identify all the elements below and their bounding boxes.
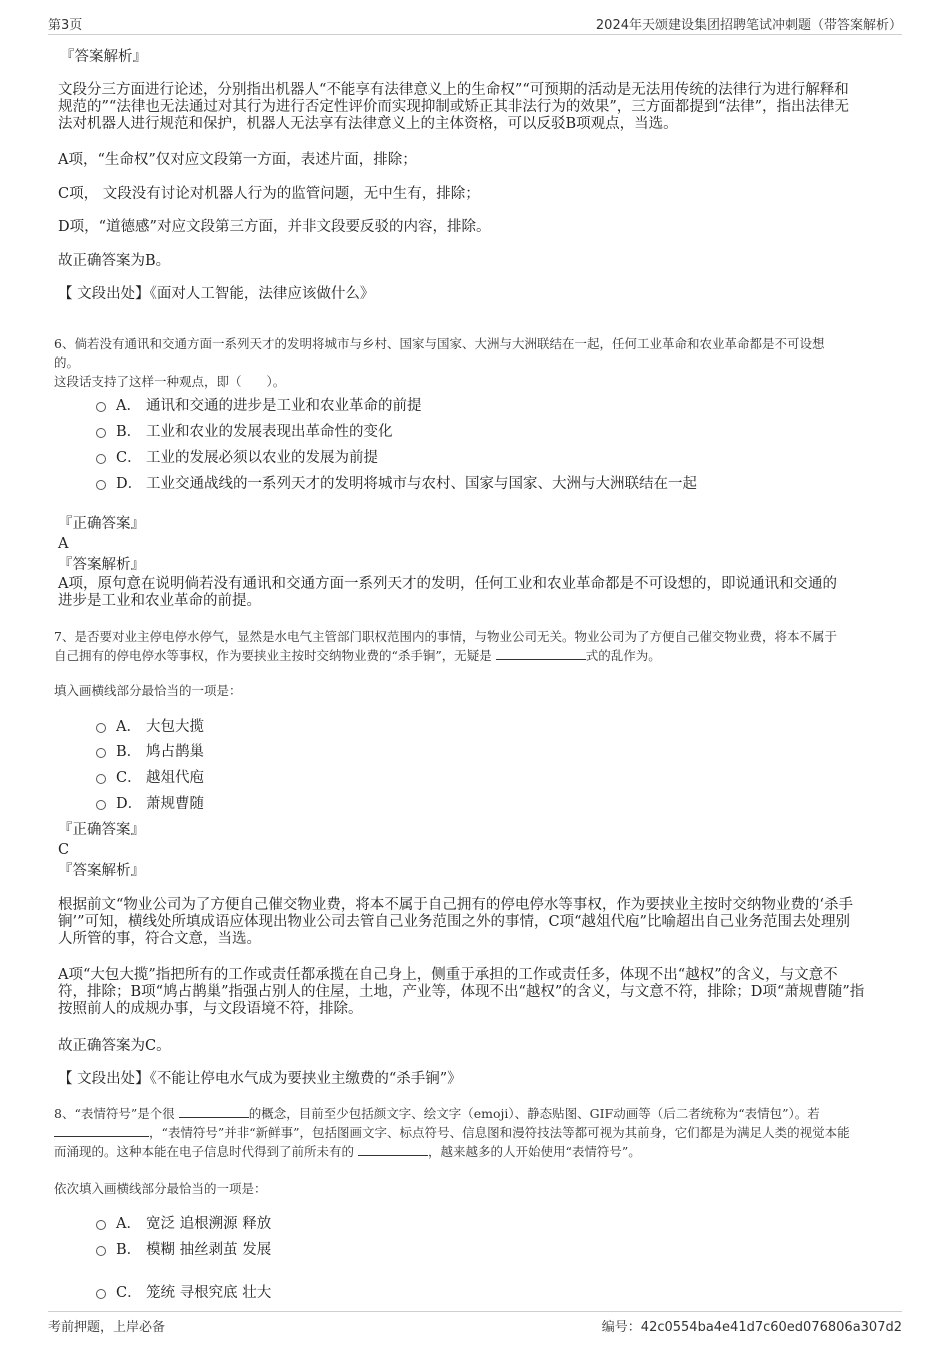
q5-source: 【 文段出处】《面对人工智能，法律应该做什么》 xyxy=(58,286,375,302)
q6-stem-line: 的。 xyxy=(54,355,80,370)
q7-option-c[interactable]: C． 越俎代庖 xyxy=(96,768,204,788)
q6-stem-line: 这段话支持了这样一种观点，即（ ）。 xyxy=(54,374,286,389)
radio-icon[interactable] xyxy=(96,723,106,733)
q6-option-a[interactable]: A． 通讯和交通的进步是工业和农业革命的前提 xyxy=(96,396,422,416)
q7-analysis-line: A项“大包大揽”指把所有的工作或责任都承揽在自己身上，侧重于承担的工作或责任多，体现不出“越权”的含义，与文意不 xyxy=(58,967,838,983)
q8-stem-line: 而涌现的。这种本能在电子信息时代得到了前所未有的 ，越来越多的人开始使用“表情符号”。 xyxy=(54,1144,641,1159)
q8-stem xyxy=(54,1104,904,1161)
q8-option-b[interactable]: B． 模糊 抽丝剥茧 发展 xyxy=(96,1240,271,1260)
q7-instruction: 填入画横线部分最恰当的一项是： xyxy=(54,683,242,698)
q6-stem-line: 6、倘若没有通讯和交通方面一系列天才的发明将城市与乡村、国家与国家、大洲与大洲联结在一起，任何工业革命和农业革命都是不可设想 xyxy=(54,336,825,351)
radio-icon[interactable] xyxy=(96,1220,106,1230)
q7-option-d[interactable]: D． 萧规曹随 xyxy=(96,794,204,814)
q7-stem-line: 7、是否要对业主停电停水停气，显然是水电气主管部门职权范围内的事情，与物业公司无关。物业公司为了方便自己催交物业费，将本不属于 xyxy=(54,629,837,644)
q5-conclusion: 故正确答案为B。 xyxy=(58,253,171,269)
q8-stem-line: 8、“表情符号”是个很 的概念，目前至少包括颜文字、绘文字（emoji）、静态贴图、GIF动画等（后二者统称为“表情包”）。若 xyxy=(54,1106,820,1121)
q7-answer: C xyxy=(58,842,70,858)
q6-option-b[interactable]: B． 工业和农业的发展表现出革命性的变化 xyxy=(96,422,393,442)
q8-stem-line: ，“表情符号”并非“新鲜事”，包括图画文字、标点符号、信息图和漫符技法等都可视为其前身，它们都是为满足人类的视觉本能 xyxy=(54,1123,904,1142)
fill-blank xyxy=(496,647,586,660)
q8-option-a[interactable]: A． 宽泛 追根溯源 释放 xyxy=(96,1214,271,1234)
q7-analysis-line: 人所管的事，符合文意，当选。 xyxy=(58,931,261,947)
q7-analysis xyxy=(58,897,898,948)
q5-option-c-note: C项， 文段没有讨论对机器人行为的监管问题，无中生有，排除； xyxy=(58,186,480,202)
q5-option-a-note: A项，“生命权”仅对应文段第一方面，表述片面，排除； xyxy=(58,152,417,168)
document-title: 2024年天颂建设集团招聘笔试冲刺题（带答案解析） xyxy=(595,18,902,33)
q7-answer-label: 『正确答案』 xyxy=(58,822,145,838)
q7-stem xyxy=(54,627,904,665)
q7-conclusion: 故正确答案为C。 xyxy=(58,1038,171,1054)
q6-option-c[interactable]: C． 工业的发展必须以农业的发展为前提 xyxy=(96,448,378,468)
radio-icon[interactable] xyxy=(96,800,106,810)
radio-icon[interactable] xyxy=(96,1246,106,1256)
q7-option-b[interactable]: B． 鸠占鹊巢 xyxy=(96,742,204,762)
q6-analysis-label: 『答案解析』 xyxy=(58,557,145,573)
q6-analysis xyxy=(58,576,898,610)
page-header xyxy=(48,14,902,35)
radio-icon[interactable] xyxy=(96,454,106,464)
radio-icon[interactable] xyxy=(96,1289,106,1299)
radio-icon[interactable] xyxy=(96,774,106,784)
q8-option-c[interactable]: C． 笼统 寻根究底 壮大 xyxy=(96,1283,271,1303)
q6-analysis-line: A项，原句意在说明倘若没有通讯和交通方面一系列天才的发明，任何工业和农业革命都是不可设想的，即说通讯和交通的 xyxy=(58,576,837,592)
q7-source: 【 文段出处】《不能让停电水气成为要挟业主缴费的“杀手锏”》 xyxy=(58,1071,462,1087)
fill-blank xyxy=(179,1105,249,1118)
q6-answer-label: 『正确答案』 xyxy=(58,516,145,532)
q7-analysis-line: 按照前人的成规办事，与文段语境不符，排除。 xyxy=(58,1001,363,1017)
q5-analysis xyxy=(58,82,898,133)
fill-blank xyxy=(358,1143,428,1156)
page-number: 第3页 xyxy=(48,18,83,33)
page-footer xyxy=(48,1311,902,1338)
q6-answer: A xyxy=(58,536,69,552)
q7-stem-line: 自己拥有的停电停水等事权，作为要挟业主按时交纳物业费的“杀手锏”，无疑是 式的乱作为。 xyxy=(54,648,661,663)
q8-instruction: 依次填入画横线部分最恰当的一项是： xyxy=(54,1181,267,1196)
q7-analysis-label: 『答案解析』 xyxy=(58,863,145,879)
q6-option-d[interactable]: D． 工业交通战线的一系列天才的发明将城市与农村、国家与国家、大洲与大洲联结在一起 xyxy=(96,474,697,494)
document-id: 编号：42c0554ba4e41d7c60ed076806a307d2 xyxy=(601,1320,902,1335)
q5-option-d-note: D项，“道德感”对应文段第三方面，并非文段要反驳的内容，排除。 xyxy=(58,219,491,235)
q5-analysis-label: 『答案解析』 xyxy=(60,49,147,65)
q7-analysis-line: 锏’”可知，横线处所填成语应体现出物业公司去管自己业务范围之外的事情，C项“越俎代庖”比喻超出自己业务范围去处理别 xyxy=(58,914,850,930)
q5-analysis-line: 法对机器人进行规范和保护，机器人无法享有法律意义上的主体资格，可以反驳B项观点，当选。 xyxy=(58,116,678,132)
fill-blank xyxy=(54,1124,149,1137)
q6-stem xyxy=(54,334,904,391)
q5-analysis-line: 文段分三方面进行论述，分别指出机器人“不能享有法律意义上的生命权”“可预期的活动是无法用传统的法律行为进行解释和 xyxy=(58,82,849,98)
radio-icon[interactable] xyxy=(96,402,106,412)
radio-icon[interactable] xyxy=(96,480,106,490)
q7-analysis-line: 根据前文“物业公司为了方便自己催交物业费，将本不属于自己拥有的停电停水等事权，作为要挟业主按时交纳物业费的‘杀手 xyxy=(58,897,854,913)
q5-analysis-line: 规范的”“法律也无法通过对其行为进行否定性评价而实现抑制或矫正其非法行为的效果”，三方面都提到“法律”，指出法律无 xyxy=(58,99,850,115)
q7-option-a[interactable]: A． 大包大揽 xyxy=(96,717,204,737)
q6-analysis-line: 进步是工业和农业革命的前提。 xyxy=(58,593,261,609)
footer-slogan: 考前押题，上岸必备 xyxy=(48,1320,166,1335)
radio-icon[interactable] xyxy=(96,748,106,758)
radio-icon[interactable] xyxy=(96,428,106,438)
q7-analysis-line: 符，排除；B项“鸠占鹊巢”指强占别人的住屋，土地，产业等，体现不出“越权”的含义，与文意不符，排除；D项“萧规曹随”指 xyxy=(58,984,865,1000)
q7-analysis-options xyxy=(58,967,898,1018)
